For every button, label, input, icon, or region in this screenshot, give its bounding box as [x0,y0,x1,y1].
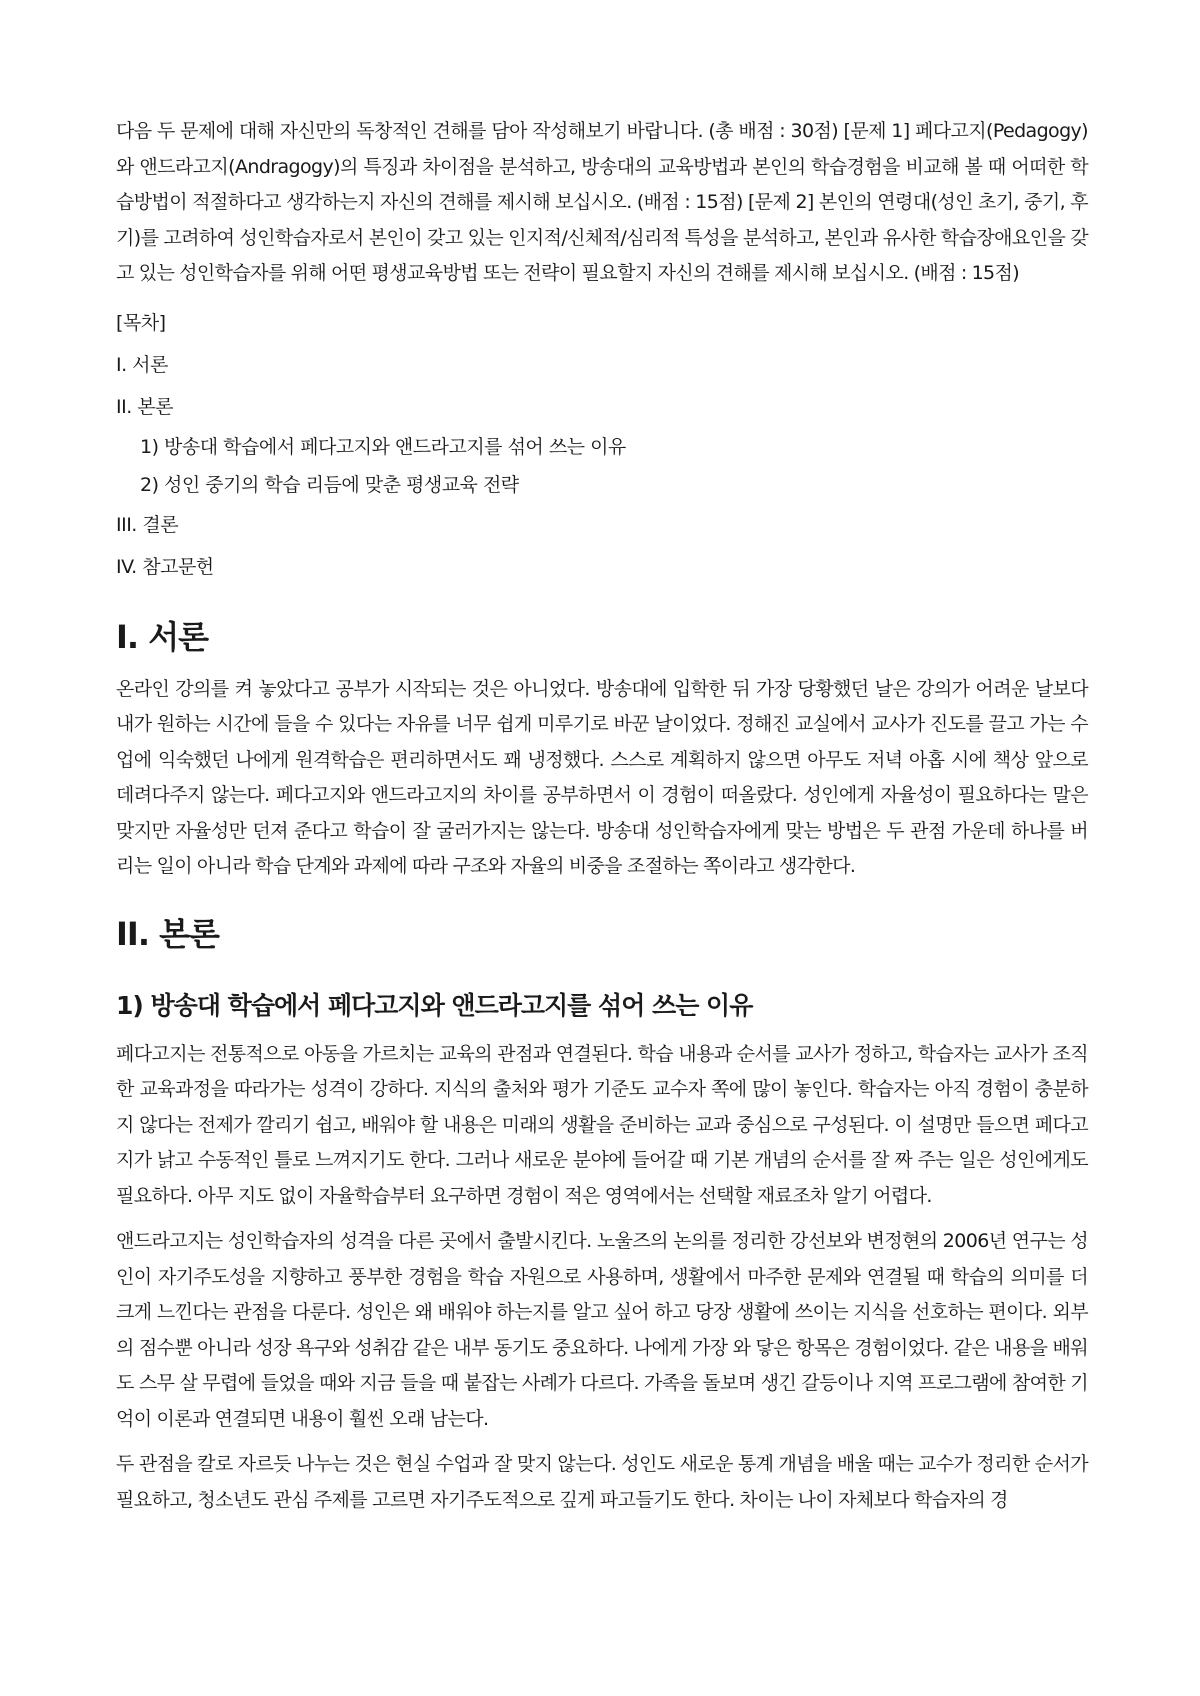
toc-item-sub1: 1) 방송대 학습에서 페다고지와 앤드라고지를 섞어 쓰는 이유 [140,435,626,458]
toc-item-references: IV. 참고문헌 [116,555,214,578]
subsection-heading-1: 1) 방송대 학습에서 페다고지와 앤드라고지를 섞어 쓰는 이유 [116,990,753,1020]
assignment-question: 다음 두 문제에 대해 자신만의 독창적인 견해를 담아 작성해보기 바랍니다. (총 배점 : 30점) [문제 1] 페다고지(Pedagogy)와 앤드라고지(Andragogy)의 특징과 차이점을 분석하고, 방송대의 교육방법과 본인의 학습경험을 비교해 볼 때 어떠한 학습방법이 적절하다고 생각하는지 자신의 견해를 제시해 보십시오. (배점 : 15점) [문제 2] 본인의 연령대(성인 초기, 중기, 후기)를 고려하여 성인학습자로서 본인이 갖고 있는 인지적/신체적/심리적 특성을 분석하고, 본인과 유사한 학습장애요인을 갖고 있는 성인학습자를 위해 어떤 평생교육방법 또는 전략이 필요할지 자신의 견해를 제시해 보십시오. (배점 : 15점) [116,120,1088,284]
toc-item-conclusion: III. 결론 [116,513,179,536]
toc-item-intro: I. 서론 [116,353,168,376]
intro-paragraph: 온라인 강의를 켜 놓았다고 공부가 시작되는 것은 아니었다. 방송대에 입학한 뒤 가장 당황했던 날은 강의가 어려운 날보다 내가 원하는 시간에 들을 수 있다는 자유를 너무 쉽게 미루기로 바꾼 날이었다. 정해진 교실에서 교사가 진도를 끌고 가는 수업에 익숙했던 나에게 원격학습은 편리하면서도 꽤 냉정했다. 스스로 계획하지 않으면 아무도 저녁 아홉 시에 책상 앞으로 데려다주지 않는다. 페다고지와 앤드라고지의 차이를 공부하면서 이 경험이 떠올랐다. 성인에게 자율성이 필요하다는 말은 맞지만 자율성만 던져 준다고 학습이 잘 굴러가지는 않는다. 방송대 성인학습자에게 맞는 방법은 두 관점 가운데 하나를 버리는 일이 아니라 학습 단계와 과제에 따라 구조와 자율의 비중을 조절하는 쪽이라고 생각한다. [116,677,1088,877]
section-heading-body: II. 본론 [116,914,219,953]
toc-title: [목차] [116,311,166,334]
table-of-contents [116,302,1088,588]
toc-item-sub2: 2) 성인 중기의 학습 리듬에 맞춘 평생교육 전략 [140,473,519,496]
body-paragraph: 앤드라고지는 성인학습자의 성격을 다른 곳에서 출발시킨다. 노울즈의 논의를 정리한 강선보와 변정현의 2006년 연구는 성인이 자기주도성을 지향하고 풍부한 경험을 학습 자원으로 사용하며, 생활에서 마주한 문제와 연결될 때 학습의 의미를 더 크게 느낀다는 관점을 다룬다. 성인은 왜 배워야 하는지를 알고 싶어 하고 당장 생활에 쓰이는 지식을 선호하는 편이다. 외부의 점수뿐 아니라 성장 욕구와 성취감 같은 내부 동기도 중요하다. 나에게 가장 와 닿은 항목은 경험이었다. 같은 내용을 배워도 스무 살 무렵에 들었을 때와 지금 들을 때 붙잡는 사례가 다르다. 가족을 돌보며 생긴 갈등이나 지역 프로그램에 참여한 기억이 이론과 연결되면 내용이 훨씬 오래 남는다. [116,1230,1088,1430]
body-paragraph: 페다고지는 전통적으로 아동을 가르치는 교육의 관점과 연결된다. 학습 내용과 순서를 교사가 정하고, 학습자는 교사가 조직한 교육과정을 따라가는 성격이 강하다. 지식의 출처와 평가 기준도 교수자 쪽에 많이 놓인다. 학습자는 아직 경험이 충분하지 않다는 전제가 깔리기 쉽고, 배워야 할 내용은 미래의 생활을 준비하는 교과 중심으로 구성된다. 이 설명만 들으면 페다고지가 낡고 수동적인 틀로 느껴지기도 한다. 그러나 새로운 분야에 들어갈 때 기본 개념의 순서를 잘 짜 주는 일은 성인에게도 필요하다. 아무 지도 없이 자율학습부터 요구하면 경험이 적은 영역에서는 선택할 재료조차 알기 어렵다. [116,1042,1088,1207]
toc-item-body: II. 본론 [116,395,173,418]
body-paragraph: 두 관점을 칼로 자르듯 나누는 것은 현실 수업과 잘 맞지 않는다. 성인도 새로운 통계 개념을 배울 때는 교수가 정리한 순서가 필요하고, 청소년도 관심 주제를 고르면 자기주도적으로 깊게 파고들기도 한다. 차이는 나이 자체보다 학습자의 경 [116,1453,1088,1511]
section-heading-intro: I. 서론 [116,617,209,656]
